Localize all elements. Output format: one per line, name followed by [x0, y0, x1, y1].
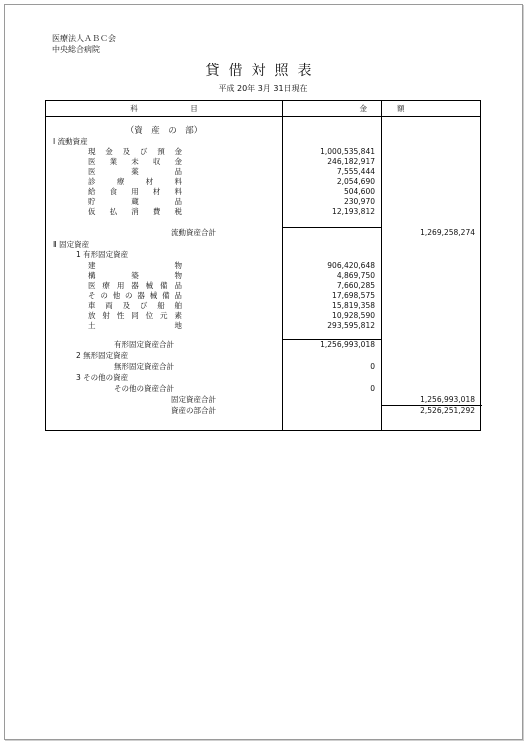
- account-name: 医 薬 品: [88, 167, 182, 176]
- account-value: 7,555,444: [336, 167, 375, 176]
- account-value: 230,970: [343, 197, 375, 206]
- intangible-total-label: 無形固定資産合計: [114, 362, 174, 371]
- current-subtotal-rule: [282, 227, 381, 228]
- section-title: （資 産 の 部）: [125, 126, 203, 136]
- current-assets-label: Ⅰ 流動資産: [53, 137, 88, 146]
- page-title: 貸借対照表: [205, 63, 321, 79]
- account-name: 貯 蔵 品: [88, 197, 182, 206]
- account-name: 構 築 物: [88, 271, 182, 280]
- account-value: 906,420,648: [327, 261, 375, 270]
- account-name: 土 地: [88, 321, 182, 330]
- account-value: 246,182,917: [327, 157, 375, 166]
- account-value: 12,193,812: [332, 207, 375, 216]
- other-assets-label: 3 その他の資産: [76, 373, 129, 382]
- account-name: 医 療 用 器 械 備 品: [88, 281, 182, 290]
- account-name: 給 食 用 材 料: [88, 187, 182, 196]
- fixed-total-rule: [381, 405, 482, 406]
- tangible-label: 1 有形固定資産: [76, 250, 129, 259]
- fixed-total-value: 1,256,993,018: [420, 395, 475, 404]
- fixed-assets-label: Ⅱ 固定資産: [53, 240, 90, 249]
- account-value: 15,819,358: [332, 301, 375, 310]
- account-value: 7,660,285: [336, 281, 375, 290]
- assets-total-value: 2,526,251,292: [420, 406, 475, 415]
- header-amount: 金 額: [359, 104, 405, 113]
- account-value: 4,869,750: [336, 271, 375, 280]
- account-value: 10,928,590: [332, 311, 375, 320]
- as-of-date: 平成 20年 3月 31日現在: [218, 84, 308, 93]
- hospital-name: 中央総合病院: [52, 45, 100, 54]
- account-value: 1,000,535,841: [320, 147, 375, 156]
- account-name: 放 射 性 同 位 元 素: [88, 311, 182, 320]
- account-name: 医 業 未 収 金: [88, 157, 182, 166]
- current-total-label: 流動資産合計: [171, 228, 216, 237]
- other-assets-total-value: 0: [370, 384, 375, 393]
- current-total-value: 1,269,258,274: [420, 228, 475, 237]
- table-header: [46, 101, 480, 117]
- account-name: そ の 他 の 器 械 備 品: [88, 291, 182, 300]
- header-account: 科 目: [130, 104, 198, 113]
- account-value: 17,698,575: [332, 291, 375, 300]
- account-name: 建 物: [88, 261, 182, 270]
- tangible-total-label: 有形固定資産合計: [114, 340, 174, 349]
- account-name: 診 療 材 料: [88, 177, 182, 186]
- fixed-total-label: 固定資産合計: [171, 395, 216, 404]
- balance-sheet-table: [45, 100, 481, 431]
- account-name: 仮 払 消 費 税: [88, 207, 182, 216]
- tangible-total-value: 1,256,993,018: [320, 340, 375, 349]
- assets-total-label: 資産の部合計: [171, 406, 216, 415]
- account-value: 504,600: [343, 187, 375, 196]
- divider-total: [381, 101, 382, 430]
- tangible-subtotal-rule: [282, 339, 381, 340]
- account-value: 2,054,690: [336, 177, 375, 186]
- account-name: 車 両 及 び 船 舶: [88, 301, 182, 310]
- account-name: 現 金 及 び 預 金: [88, 147, 182, 156]
- intangible-label: 2 無形固定資産: [76, 351, 129, 360]
- other-assets-total-label: その他の資産合計: [114, 384, 174, 393]
- org-name: 医療法人ＡＢＣ会: [52, 34, 116, 43]
- intangible-total-value: 0: [370, 362, 375, 371]
- account-value: 293,595,812: [327, 321, 375, 330]
